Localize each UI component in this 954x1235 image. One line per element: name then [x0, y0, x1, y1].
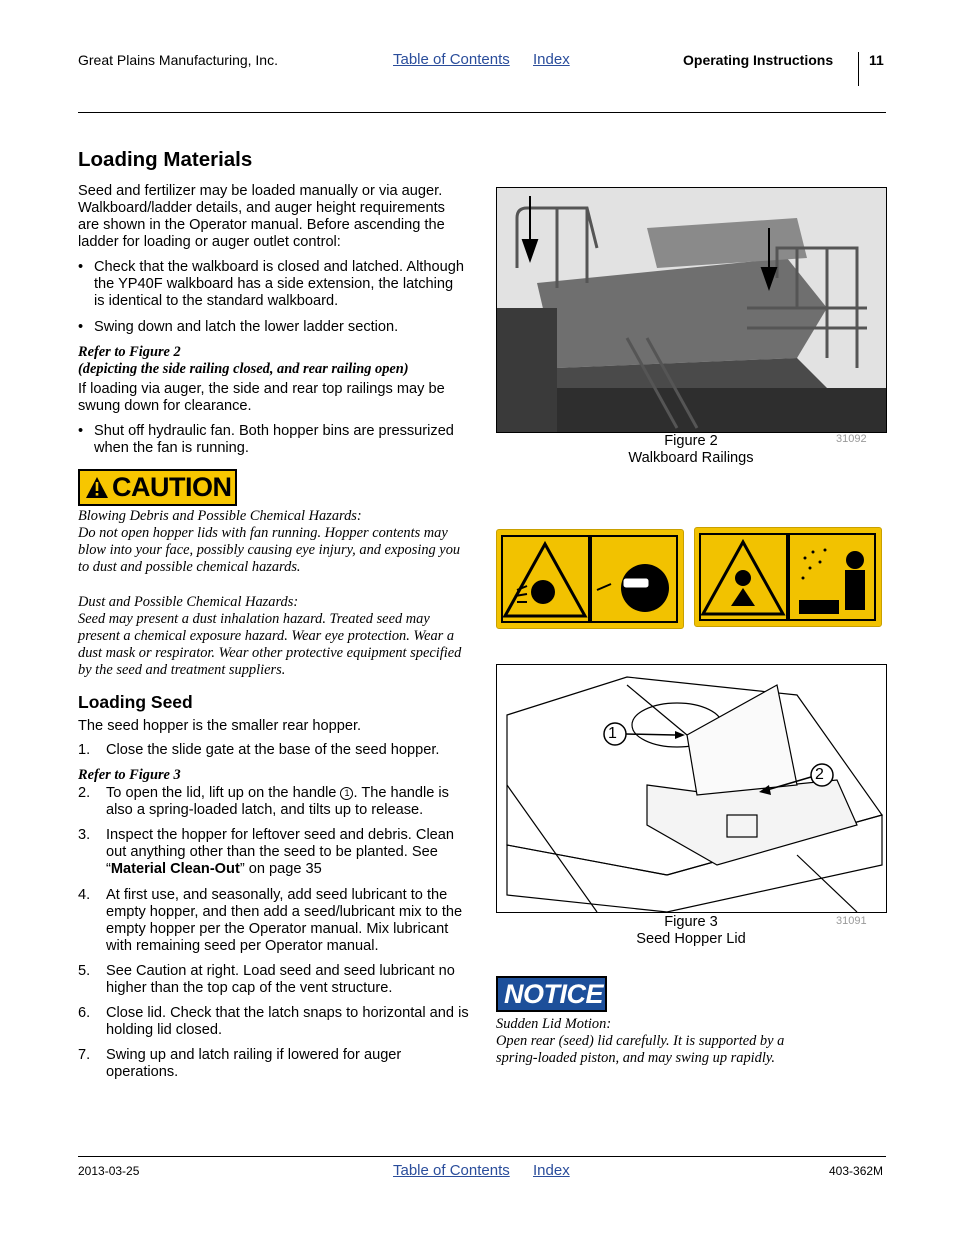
step-item: 5. See Caution at right. Load seed and seed lubricant no higher than the top cap of the vent structure.	[78, 963, 455, 996]
auger-note: If loading via auger, the side and rear top railings may be swung down for clearance.	[78, 381, 445, 414]
caution-text: CAUTION	[112, 472, 232, 502]
caution-label	[78, 469, 237, 506]
header-index-link[interactable]: Index	[533, 51, 570, 68]
caution-text-1: Do not open hopper lids with fan running. Hopper contents may blow into your face, possibly causing eye injury, and exposing you to dust and possible chemical hazards.	[78, 525, 461, 575]
caution-heading-1: Blowing Debris and Possible Chemical Hazards:	[78, 508, 362, 524]
footer-index-link[interactable]: Index	[533, 1162, 570, 1179]
seed-hopper-lid-illustration	[497, 665, 886, 912]
company-name: Great Plains Manufacturing, Inc.	[78, 52, 278, 68]
notice-text: NOTICE	[504, 979, 604, 1009]
page-number: 11	[869, 52, 884, 68]
figure-3-drawing	[496, 664, 887, 913]
step-item: 4. At first use, and seasonally, add seed lubricant to the empty hopper, and then add a seed/lubricant mix to the empty hopper per the Operator manual. Mix lubricant with remaining seed per Operator manual.	[78, 887, 463, 954]
callout-2: 2	[815, 766, 824, 783]
notice-heading: Sudden Lid Motion:	[496, 1016, 612, 1032]
respirator-icon	[695, 528, 881, 626]
step-item: 2. To open the lid, lift up on the handle 1 . The handle is also a spring-loaded latch, and tilts up to release.	[78, 785, 449, 818]
header-toc-link[interactable]: Table of Contents	[393, 51, 510, 68]
refer-figure-2: Refer to Figure 2	[78, 344, 181, 360]
header-divider	[858, 52, 859, 86]
list-item: • Swing down and latch the lower ladder section.	[78, 319, 399, 335]
header-rule	[78, 112, 886, 113]
notice-label	[496, 976, 607, 1012]
footer-doc-number: 403-362M	[829, 1164, 884, 1178]
figure-3-number: 31091	[836, 915, 867, 927]
eye-hazard-decal	[496, 529, 684, 629]
notice-text-body: Open rear (seed) lid carefully. It is supported by a spring-loaded piston, and may swing up rapidly.	[496, 1033, 785, 1066]
footer-date: 2013-03-25	[78, 1164, 140, 1178]
footer-toc-link[interactable]: Table of Contents	[393, 1162, 510, 1179]
step-item: 3. Inspect the hopper for leftover seed and debris. Clean out anything other than the seed to be planted. See “Material Clean-Out” on page 35	[78, 827, 455, 877]
list-item: • Shut off hydraulic fan. Both hopper bins are pressurized when the fan is running.	[78, 423, 454, 456]
caution-text-2: Seed may present a dust inhalation hazard. Treated seed may present a chemical exposure hazard. Wear eye protection. Wear a dust mask or respirator. Wear other protective equipment specified by the seed and treatment suppliers.	[78, 611, 462, 678]
refer-figure-3: Refer to Figure 3	[78, 767, 181, 783]
section-title: Operating Instructions	[683, 52, 834, 68]
walkboard-railings-illustration	[497, 188, 886, 432]
callout-1-icon: 1	[340, 787, 353, 800]
callout-1: 1	[608, 725, 617, 742]
figure-3-caption: Figure 3 Seed Hopper Lid	[636, 914, 746, 947]
footer-rule	[78, 1156, 886, 1157]
clean-out-link[interactable]: Material Clean-Out	[110, 861, 240, 877]
figure-2-number: 31092	[836, 433, 867, 445]
page-title: Loading Materials	[78, 148, 253, 171]
intro-paragraph: Seed and fertilizer may be loaded manually or via auger. Walkboard/ladder details, and auger height requirements are shown in the Operator manual. Before ascending the ladder for loading or auger outlet control:	[78, 183, 445, 250]
step-item: 6. Close lid. Check that the latch snaps to horizontal and is holding lid closed.	[78, 1005, 469, 1038]
dust-hazard-decal	[694, 527, 882, 627]
refer-figure-2-detail: (depicting the side railing closed, and rear railing open)	[78, 361, 409, 377]
loading-seed-heading: Loading Seed	[78, 692, 193, 712]
eye-protection-icon	[497, 530, 683, 628]
figure-2-photo	[496, 187, 887, 433]
list-item: • Check that the walkboard is closed and latched. Although the YP40F walkboard has a side extension, the latching is identical to the standard walkboard.	[78, 259, 464, 309]
figure-2-caption: Figure 2 Walkboard Railings	[628, 433, 754, 466]
step-item: 7. Swing up and latch railing if lowered for auger operations.	[78, 1047, 402, 1080]
loading-seed-intro: The seed hopper is the smaller rear hopper.	[78, 718, 362, 734]
caution-heading-2: Dust and Possible Chemical Hazards:	[78, 594, 299, 610]
step-item: 1. Close the slide gate at the base of the seed hopper.	[78, 742, 440, 758]
